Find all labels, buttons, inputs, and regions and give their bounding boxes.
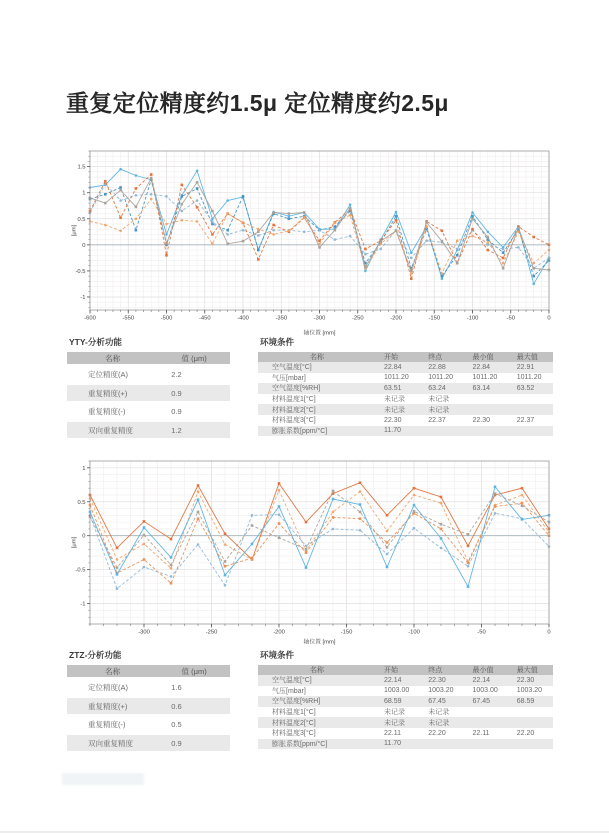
table-cell: 22.30 <box>428 676 446 684</box>
table-cell: 63.51 <box>384 384 402 392</box>
table-cell: 22.11 <box>472 729 490 737</box>
column-header: 最大值 <box>516 667 538 674</box>
svg-text:-350: -350 <box>275 315 288 322</box>
table-cell: 1011.20 <box>516 374 542 382</box>
svg-text:-250: -250 <box>205 629 218 636</box>
table-cell: 11.70 <box>384 740 401 748</box>
table-cell: 1.6 <box>171 683 182 692</box>
table-cell: 未记录 <box>384 406 405 414</box>
table-cell: 63.14 <box>472 384 491 392</box>
table-row <box>67 717 230 733</box>
ztz-environment-block <box>258 650 553 749</box>
table-cell: 1003.00 <box>384 687 410 695</box>
table-cell: 22.20 <box>516 729 535 737</box>
table-cell: 1011.20 <box>472 374 498 382</box>
table-cell: 材料温度1[°C] <box>272 396 316 404</box>
column-header: 开始 <box>384 667 398 674</box>
column-header: 值 (μm) <box>181 666 207 676</box>
table-cell: 22.30 <box>516 676 535 684</box>
table-row <box>67 698 230 714</box>
svg-text:[μm]: [μm] <box>71 536 78 549</box>
svg-text:-500: -500 <box>160 315 173 322</box>
table-cell: 1003.20 <box>516 687 543 695</box>
yty-environment-table <box>258 352 553 436</box>
table-cell: 22.30 <box>472 416 491 424</box>
table-cell: 未记录 <box>428 396 450 404</box>
table-cell: 2.2 <box>171 370 182 379</box>
table-row <box>67 422 230 438</box>
table-cell: 63.24 <box>428 384 446 392</box>
table-row <box>67 680 230 696</box>
table-cell: 22.11 <box>384 729 401 737</box>
svg-text:-200: -200 <box>390 315 402 322</box>
ztz-analysis-table <box>67 665 230 751</box>
yty-environment-title: 环境条件 <box>260 337 295 347</box>
table-cell: 67.45 <box>428 697 446 705</box>
table-cell: 22.84 <box>384 363 402 371</box>
table-cell: 材料温度3[°C] <box>272 730 316 738</box>
table-cell: 空气温度[°C] <box>272 677 312 685</box>
table-cell: 22.14 <box>472 676 491 684</box>
svg-text:-300: -300 <box>138 629 150 636</box>
svg-text:0: 0 <box>82 242 86 249</box>
table-cell: 定位精度(A) <box>88 683 128 692</box>
ztz-accuracy-chart <box>70 452 555 647</box>
yty-accuracy-chart <box>70 143 555 338</box>
svg-text:[μm]: [μm] <box>71 224 78 237</box>
table-row <box>67 735 230 751</box>
table-cell: 1011.20 <box>384 374 409 382</box>
table-header-row <box>258 352 553 362</box>
table-cell: 材料温度2[°C] <box>272 406 316 414</box>
svg-text:-600: -600 <box>84 315 96 322</box>
svg-text:-450: -450 <box>198 315 211 322</box>
table-header-row <box>67 352 230 364</box>
table-cell: 0.6 <box>171 701 182 711</box>
table-row <box>258 362 553 373</box>
faint-watermark <box>62 773 144 785</box>
table-cell: 材料温度2[°C] <box>272 719 316 727</box>
column-header: 值 (μm) <box>181 353 207 363</box>
table-row <box>258 415 553 426</box>
table-cell: 11.70 <box>384 427 401 435</box>
column-header: 开始 <box>384 354 398 361</box>
svg-text:1: 1 <box>82 190 86 197</box>
svg-text:1.5: 1.5 <box>77 164 86 171</box>
table-cell: 气压[mbar] <box>272 687 306 695</box>
table-cell: 0.9 <box>171 407 182 416</box>
table-row <box>258 373 553 384</box>
ztz-analysis-block <box>67 650 230 754</box>
svg-text:-250: -250 <box>351 315 364 322</box>
svg-text:-100: -100 <box>408 629 420 636</box>
table-cell: 重复精度(-) <box>88 720 126 729</box>
ztz-environment-table <box>258 665 553 749</box>
table-row <box>258 717 553 728</box>
table-cell: 膨胀系数[ppm/°C] <box>272 427 328 435</box>
table-cell: 68.59 <box>516 697 535 705</box>
table-cell: 1003.20 <box>428 687 454 695</box>
table-cell: 0.9 <box>171 388 182 398</box>
table-cell: 双向重复精度 <box>88 738 133 748</box>
table-cell: 未记录 <box>428 719 450 727</box>
svg-text:-550: -550 <box>122 315 135 322</box>
table-cell: 22.84 <box>472 363 491 371</box>
table-cell: 重复精度(-) <box>88 407 126 416</box>
column-header: 终点 <box>428 354 443 361</box>
column-header: 名称 <box>310 354 324 361</box>
yty-analysis-table <box>67 352 230 438</box>
svg-text:-1: -1 <box>80 601 86 608</box>
yty-tables-row <box>67 337 553 441</box>
ztz-analysis-title: ZTZ-分析功能 <box>69 650 122 660</box>
table-row <box>67 367 230 383</box>
svg-text:-150: -150 <box>340 629 353 636</box>
yty-environment-block <box>258 337 553 436</box>
table-cell: 0.9 <box>171 738 182 748</box>
table-cell: 未记录 <box>428 709 450 717</box>
svg-text:0.5: 0.5 <box>77 216 86 223</box>
table-cell: 材料温度1[°C] <box>272 709 316 717</box>
svg-text:-0.5: -0.5 <box>75 268 86 275</box>
table-cell: 22.20 <box>428 729 446 737</box>
table-cell: 67.45 <box>472 697 491 705</box>
yty-analysis-title: YTY-分析功能 <box>69 337 122 347</box>
table-cell: 双向重复精度 <box>88 425 133 435</box>
table-cell: 63.52 <box>516 384 535 392</box>
svg-text:0: 0 <box>547 629 551 636</box>
yty-analysis-block <box>67 337 230 441</box>
table-cell: 空气温度[°C] <box>272 364 312 372</box>
svg-text:-50: -50 <box>477 629 486 636</box>
column-header: 名称 <box>105 666 121 676</box>
svg-text:0.5: 0.5 <box>77 499 86 506</box>
column-header: 最小值 <box>472 667 494 674</box>
table-header-row <box>67 665 230 677</box>
table-row <box>258 728 553 739</box>
ztz-tables-row <box>67 650 553 754</box>
table-row <box>67 385 230 401</box>
table-cell: 1011.20 <box>428 374 454 382</box>
svg-text:-0.5: -0.5 <box>75 567 86 574</box>
table-cell: 22.37 <box>428 416 446 424</box>
table-cell: 1.2 <box>171 425 182 435</box>
table-row <box>258 707 553 718</box>
table-cell: 22.14 <box>384 676 402 684</box>
column-header: 最小值 <box>472 354 494 361</box>
table-cell: 定位精度(A) <box>88 370 128 379</box>
table-row <box>258 675 553 686</box>
svg-text:0: 0 <box>82 533 86 540</box>
table-row <box>258 686 553 697</box>
table-row <box>258 394 553 405</box>
table-cell: 未记录 <box>384 396 405 404</box>
svg-text:-200: -200 <box>273 629 285 636</box>
table-cell: 材料温度3[°C] <box>272 417 316 425</box>
table-row <box>258 739 553 750</box>
table-cell: 22.91 <box>516 363 535 371</box>
svg-text:-1: -1 <box>80 294 86 301</box>
svg-text:-150: -150 <box>428 315 441 322</box>
table-cell: 空气湿度[%RH] <box>272 385 321 393</box>
table-cell: 22.30 <box>384 416 402 424</box>
table-cell: 22.88 <box>428 363 446 371</box>
table-cell: 未记录 <box>384 709 405 717</box>
ztz-environment-title: 环境条件 <box>260 650 295 660</box>
table-cell: 未记录 <box>428 406 450 414</box>
svg-text:-400: -400 <box>237 315 249 322</box>
table-row <box>258 404 553 415</box>
table-row <box>258 426 553 437</box>
table-row <box>67 404 230 420</box>
column-header: 名称 <box>105 353 121 363</box>
svg-text:1: 1 <box>82 465 86 472</box>
table-cell: 0.5 <box>171 720 182 729</box>
svg-text:-100: -100 <box>466 315 479 322</box>
table-cell: 膨胀系数[ppm/°C] <box>272 740 328 748</box>
svg-text:-50: -50 <box>506 315 515 322</box>
svg-text:0: 0 <box>547 315 551 322</box>
page-title: 重复定位精度约1.5μ 定位精度约2.5μ <box>66 90 449 117</box>
table-cell: 未记录 <box>384 719 405 727</box>
table-cell: 空气湿度[%RH] <box>272 698 321 706</box>
column-header: 终点 <box>428 667 443 674</box>
table-row <box>258 383 553 394</box>
table-cell: 重复精度(+) <box>88 388 128 398</box>
svg-text:轴位置 [mm]: 轴位置 [mm] <box>303 330 336 337</box>
table-row <box>258 696 553 707</box>
table-cell: 重复精度(+) <box>88 701 128 711</box>
table-header-row <box>258 665 553 675</box>
column-header: 最大值 <box>516 354 538 361</box>
table-cell: 1003.00 <box>472 687 498 695</box>
table-cell: 22.37 <box>516 416 535 424</box>
table-cell: 气压[mbar] <box>272 374 306 382</box>
column-header: 名称 <box>310 667 324 674</box>
svg-text:轴位置 [mm]: 轴位置 [mm] <box>303 639 336 646</box>
svg-text:-300: -300 <box>313 315 326 322</box>
table-cell: 68.59 <box>384 697 402 705</box>
